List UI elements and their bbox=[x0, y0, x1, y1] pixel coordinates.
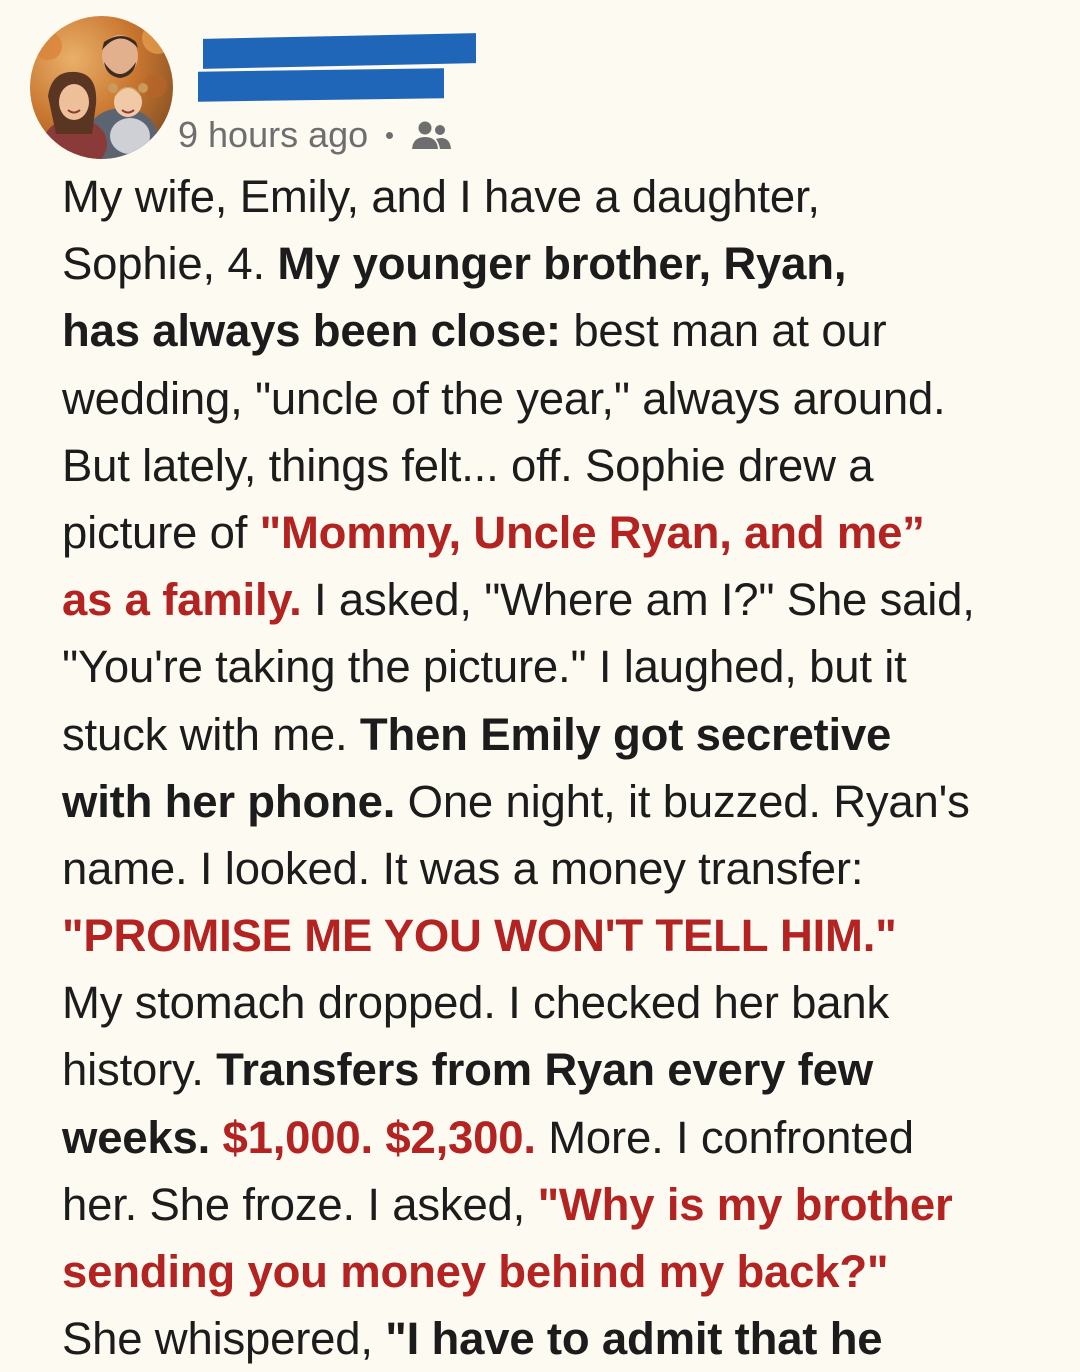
highlight-text: "Mommy, Uncle Ryan, and me” bbox=[259, 506, 925, 558]
post-meta bbox=[178, 113, 453, 157]
text-segment: best man at our bbox=[560, 305, 887, 357]
post-timestamp[interactable]: 9 hours ago bbox=[178, 114, 369, 155]
post-text-line bbox=[62, 633, 1072, 700]
text-segment: One night, it buzzed. Ryan's bbox=[395, 775, 970, 827]
text-segment: I asked, "Where am I?" She said, bbox=[301, 574, 975, 626]
post-text-line bbox=[62, 1104, 1072, 1171]
bold-text: weeks. bbox=[62, 1111, 211, 1163]
bold-text: "I have to admit that he bbox=[385, 1313, 883, 1365]
post-text-line bbox=[62, 701, 1072, 768]
post-body bbox=[62, 163, 1072, 1372]
post-text-line bbox=[62, 902, 1072, 969]
post-text-line bbox=[62, 230, 1072, 297]
post-header bbox=[0, 0, 1080, 170]
bold-text: My younger brother, Ryan, bbox=[277, 238, 847, 290]
text-segment: her. She froze. I asked, bbox=[62, 1178, 538, 1230]
post-text-line bbox=[62, 365, 1072, 432]
post-text-line bbox=[62, 163, 1072, 230]
bold-text: Transfers from Ryan every few bbox=[216, 1044, 873, 1096]
highlight-text: "PROMISE ME YOU WON'T TELL HIM." bbox=[62, 910, 897, 962]
post-text-line bbox=[62, 297, 1072, 364]
text-segment: stuck with me. bbox=[62, 708, 360, 760]
friends-icon[interactable] bbox=[409, 117, 453, 153]
text-segment: My stomach dropped. I checked her bank bbox=[62, 977, 890, 1029]
post-text-line bbox=[62, 768, 1072, 835]
post-text-line bbox=[62, 1238, 1072, 1305]
text-segment: picture of bbox=[62, 506, 260, 558]
separator-dot bbox=[386, 132, 393, 139]
highlight-text: sending you money behind my back?" bbox=[62, 1246, 889, 1297]
text-segment: Sophie, 4. bbox=[62, 238, 278, 290]
post-text-line bbox=[62, 1171, 1072, 1238]
text-segment: name. I looked. It was a money transfer: bbox=[62, 842, 864, 894]
post-text-line bbox=[62, 432, 1072, 499]
bold-text: has always been close: bbox=[62, 305, 561, 357]
text-segment: She whispered, bbox=[62, 1313, 386, 1365]
avatar[interactable] bbox=[30, 16, 173, 159]
text-segment: More. I confronted bbox=[535, 1111, 914, 1163]
post-text-line bbox=[62, 499, 1072, 566]
highlight-text: as a family. bbox=[62, 574, 302, 626]
bold-text: with her phone. bbox=[62, 775, 396, 827]
redacted-username-bar bbox=[198, 68, 444, 101]
highlight-text: "Why is my brother bbox=[537, 1178, 953, 1230]
post-text-line bbox=[62, 969, 1072, 1036]
post-text-line bbox=[62, 835, 1072, 902]
redacted-username-bar bbox=[203, 33, 476, 69]
text-segment: My wife, Emily, and I have a daughter, bbox=[62, 171, 820, 222]
post-text-line bbox=[62, 1305, 1072, 1372]
text-segment: history. bbox=[62, 1044, 217, 1096]
post-text-line bbox=[62, 566, 1072, 633]
post-text-line bbox=[62, 1036, 1072, 1103]
bold-text: Then Emily got secretive bbox=[359, 708, 892, 760]
text-segment: "You're taking the picture." I laughed, but it bbox=[62, 641, 907, 693]
text-segment: But lately, things felt... off. Sophie drew a bbox=[62, 439, 874, 491]
text-segment: wedding, "uncle of the year," always around. bbox=[62, 372, 946, 424]
text-segment bbox=[210, 1112, 222, 1163]
highlight-text: $1,000. $2,300. bbox=[222, 1111, 536, 1163]
